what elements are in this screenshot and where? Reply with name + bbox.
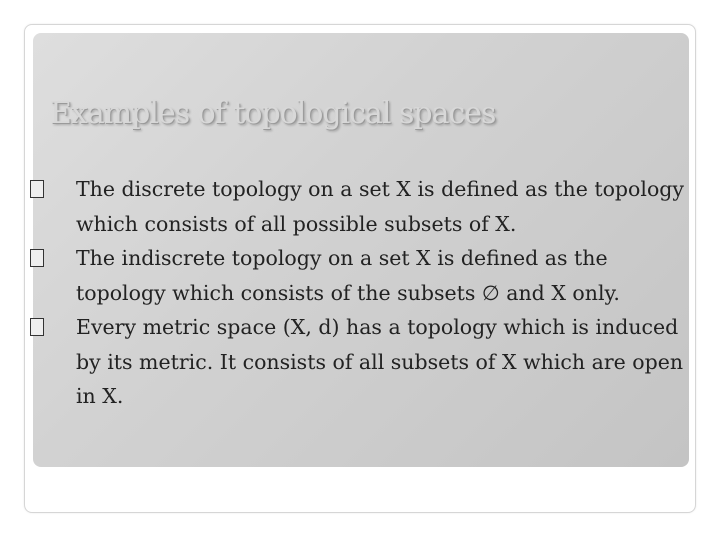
bullet-item-discrete bbox=[30, 172, 690, 241]
bullet-item-indiscrete bbox=[30, 241, 690, 310]
bullet-text: The discrete topology on a set X is defined as the topology which consists of all possible subsets of X. bbox=[76, 177, 684, 236]
bullet-glyph-icon bbox=[30, 310, 74, 349]
bullet-list bbox=[30, 172, 690, 414]
bullet-item-metric bbox=[30, 310, 690, 414]
bullet-text: The indiscrete topology on a set X is defined as the topology which consists of the subsets ∅ and X only. bbox=[76, 246, 620, 305]
bullet-glyph-icon bbox=[30, 172, 74, 211]
slide-title: Examples of topological spaces bbox=[50, 96, 496, 131]
bullet-glyph-icon bbox=[30, 241, 74, 280]
bullet-text: Every metric space (X, d) has a topology which is induced by its metric. It consists of all subsets of X which are open in X. bbox=[76, 315, 684, 408]
